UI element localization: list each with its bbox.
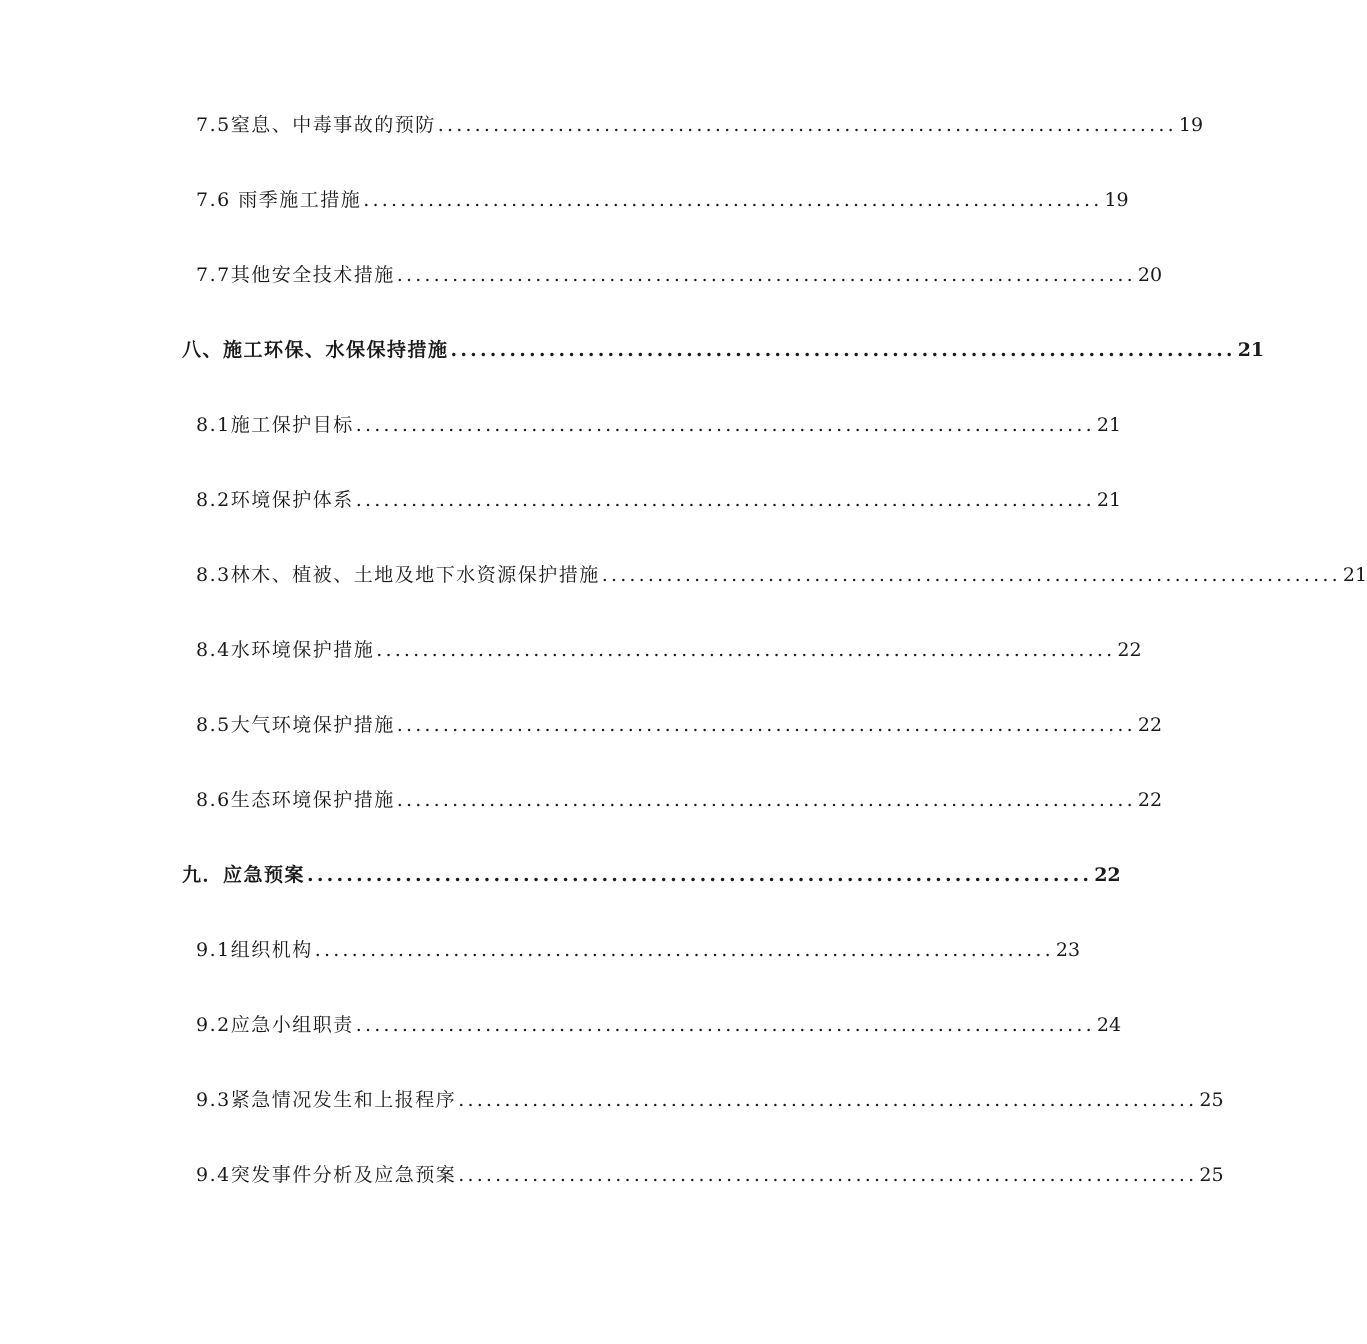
toc-entry-page: 22 — [1137, 789, 1163, 811]
toc-entry[interactable] — [196, 485, 1122, 515]
toc-entry[interactable] — [196, 1160, 1224, 1190]
toc-dot-leader: ................................................................................ — [450, 339, 1236, 361]
toc-entry[interactable] — [196, 1010, 1122, 1040]
toc-entry-title: 八、施工环保、水保保持措施 — [182, 339, 449, 361]
toc-entry-page: 21 — [1342, 564, 1367, 586]
toc-dot-leader: ................................................................................ — [396, 714, 1136, 736]
toc-entry-title: 7.6 雨季施工措施 — [196, 189, 362, 211]
toc-entry-title: 8.6生态环境保护措施 — [196, 789, 395, 811]
toc-entry-title: 7.7其他安全技术措施 — [196, 264, 395, 286]
toc-dot-leader: ................................................................................ — [307, 864, 1093, 886]
toc-entry-page: 19 — [1178, 114, 1204, 136]
toc-entry[interactable] — [196, 635, 1142, 665]
toc-entry-title: 9.2应急小组职责 — [196, 1014, 354, 1036]
toc-entry-heading[interactable] — [182, 860, 1121, 890]
toc-entry-page: 22 — [1137, 714, 1163, 736]
toc-entry[interactable] — [196, 1085, 1224, 1115]
toc-entry[interactable] — [196, 110, 1204, 140]
toc-entry-title: 8.3林木、植被、土地及地下水资源保护措施 — [196, 564, 600, 586]
toc-entry-title: 8.2环境保护体系 — [196, 489, 354, 511]
toc-entry-page: 25 — [1199, 1089, 1224, 1111]
toc-entry-title: 7.5窒息、中毒事故的预防 — [196, 114, 436, 136]
toc-entry-page: 22 — [1117, 639, 1142, 661]
toc-dot-leader: ................................................................................ — [363, 189, 1103, 211]
toc-entry[interactable] — [196, 710, 1163, 740]
toc-entry[interactable] — [196, 785, 1163, 815]
toc-entry-heading[interactable] — [182, 335, 1265, 365]
toc-entry-title: 九．应急预案 — [182, 864, 306, 886]
toc-entry[interactable] — [196, 185, 1129, 215]
toc-entry-page: 19 — [1104, 189, 1129, 211]
toc-dot-leader: ................................................................................ — [458, 1089, 1198, 1111]
toc-entry-page: 22 — [1094, 864, 1121, 886]
toc-dot-leader: ................................................................................ — [355, 489, 1095, 511]
toc-entry-page: 25 — [1199, 1164, 1224, 1186]
toc-entry[interactable] — [196, 935, 1081, 965]
toc-entry-title: 8.1施工保护目标 — [196, 414, 354, 436]
toc-dot-leader: ................................................................................ — [396, 264, 1136, 286]
toc-entry-page: 21 — [1237, 339, 1265, 361]
toc-dot-leader: ................................................................................ — [355, 414, 1095, 436]
toc-entry-page: 21 — [1096, 414, 1122, 436]
toc-dot-leader: ................................................................................ — [601, 564, 1341, 586]
toc-entry-title: 9.3紧急情况发生和上报程序 — [196, 1089, 457, 1111]
toc-dot-leader: ................................................................................ — [396, 789, 1136, 811]
toc-dot-leader: ................................................................................ — [376, 639, 1116, 661]
toc-entry[interactable] — [196, 260, 1163, 290]
toc-dot-leader: ................................................................................ — [355, 1014, 1095, 1036]
toc-entry-title: 8.4水环境保护措施 — [196, 639, 375, 661]
toc-entry-title: 9.4突发事件分析及应急预案 — [196, 1164, 457, 1186]
toc-entry-page: 23 — [1055, 939, 1081, 961]
toc-entry-page: 20 — [1137, 264, 1163, 286]
toc-dot-leader: ................................................................................ — [437, 114, 1177, 136]
toc-entry-title: 9.1组织机构 — [196, 939, 313, 961]
toc-entry-page: 24 — [1096, 1014, 1122, 1036]
toc-dot-leader: ................................................................................ — [314, 939, 1054, 961]
toc-entry-title: 8.5大气环境保护措施 — [196, 714, 395, 736]
toc-entry[interactable] — [196, 560, 1367, 590]
toc-entry[interactable] — [196, 410, 1122, 440]
toc-dot-leader: ................................................................................ — [458, 1164, 1198, 1186]
toc-entry-page: 21 — [1096, 489, 1122, 511]
